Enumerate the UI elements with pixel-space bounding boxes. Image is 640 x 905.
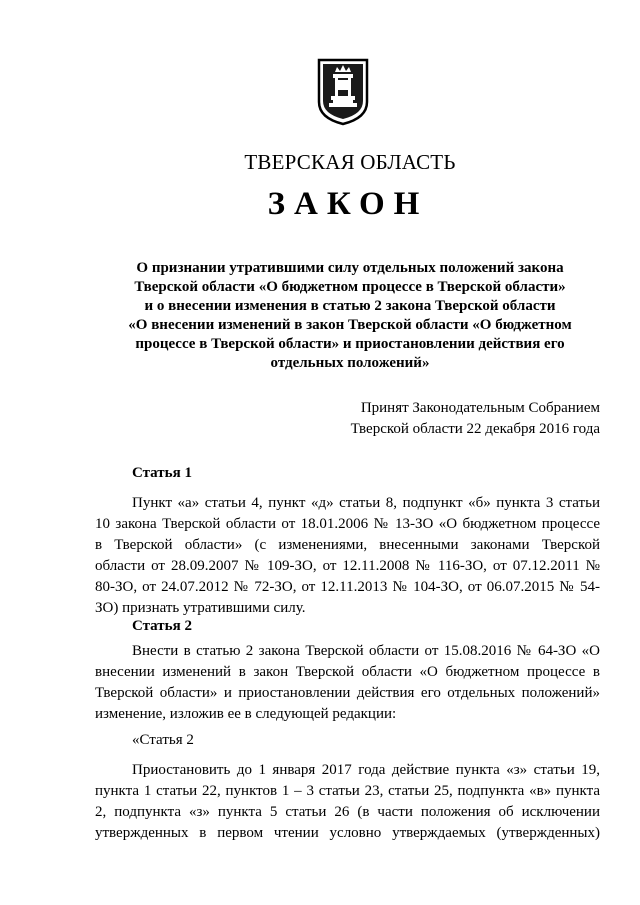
paragraph-line: пункта 1 статьи 22, пунктов 1 – 3 статьи 23, статьи 25, подпункта «в» пункта bbox=[95, 783, 600, 799]
paragraph-line: Приостановить до 1 января 2017 года действие пункта «з» статьи 19, bbox=[132, 762, 600, 778]
article-1-heading: Статья 1 bbox=[132, 465, 192, 481]
adoption-line: Принят Законодательным Собранием bbox=[360, 400, 600, 416]
title-line: О признании утратившими силу отдельных положений закона bbox=[136, 260, 564, 276]
title-line: Тверской области «О бюджетном процессе в Тверской области» bbox=[134, 279, 566, 295]
paragraph-line: Пункт «а» статьи 4, пункт «д» статьи 8, подпункт «б» пункта 3 статьи bbox=[132, 495, 600, 511]
document-type: ЗАКОН bbox=[267, 186, 429, 222]
adoption-note bbox=[351, 398, 600, 440]
quoted-article-text bbox=[95, 760, 600, 844]
paragraph-line: изменение, изложив ее в следующей редакции: bbox=[95, 706, 397, 722]
law-title bbox=[100, 259, 600, 373]
title-line: «О внесении изменений в закон Тверской области «О бюджетном bbox=[128, 317, 572, 333]
paragraph-line: в Тверской области» (с изменениями, внесенными законами Тверской bbox=[95, 537, 600, 553]
region-name: ТВЕРСКАЯ ОБЛАСТЬ bbox=[244, 150, 456, 174]
paragraph-line: Тверской области» и приостановлении действия его отдельных положений» bbox=[95, 685, 600, 701]
quoted-article-heading: «Статья 2 bbox=[132, 732, 194, 748]
adoption-line: Тверской области 22 декабря 2016 года bbox=[350, 421, 600, 437]
paragraph-line: ЗО) признать утратившими силу. bbox=[95, 600, 306, 616]
paragraph-line: 80-ЗО, от 24.07.2012 № 72-ЗО, от 12.11.2013 № 104-ЗО, от 06.07.2015 № 54- bbox=[95, 579, 600, 595]
article-2-text bbox=[95, 641, 600, 725]
article-1-text bbox=[95, 493, 600, 619]
paragraph-line: области от 28.09.2007 № 109-ЗО, от 12.11.2008 № 116-ЗО, от 07.12.2011 № bbox=[95, 558, 600, 574]
title-line: процессе в Тверской области» и приостановлении действия его bbox=[135, 336, 565, 352]
title-line: и о внесении изменения в статью 2 закона Тверской области bbox=[144, 298, 556, 314]
coat-of-arms-icon bbox=[317, 58, 369, 126]
paragraph-line: Внести в статью 2 закона Тверской области от 15.08.2016 № 64-ЗО «О bbox=[132, 643, 600, 659]
paragraph-line: внесении изменений в закон Тверской области «О бюджетном процессе в bbox=[95, 664, 600, 680]
paragraph-line: 2, подпункта «з» пункта 5 статьи 26 (в части положения об исключении bbox=[95, 804, 600, 820]
title-line: отдельных положений» bbox=[270, 355, 430, 371]
paragraph-line: 10 закона Тверской области от 18.01.2006 № 13-ЗО «О бюджетном процессе bbox=[95, 516, 600, 532]
article-2-heading: Статья 2 bbox=[132, 618, 192, 634]
paragraph-line: утвержденных в первом чтении условно утверждаемых (утвержденных) bbox=[95, 825, 600, 841]
